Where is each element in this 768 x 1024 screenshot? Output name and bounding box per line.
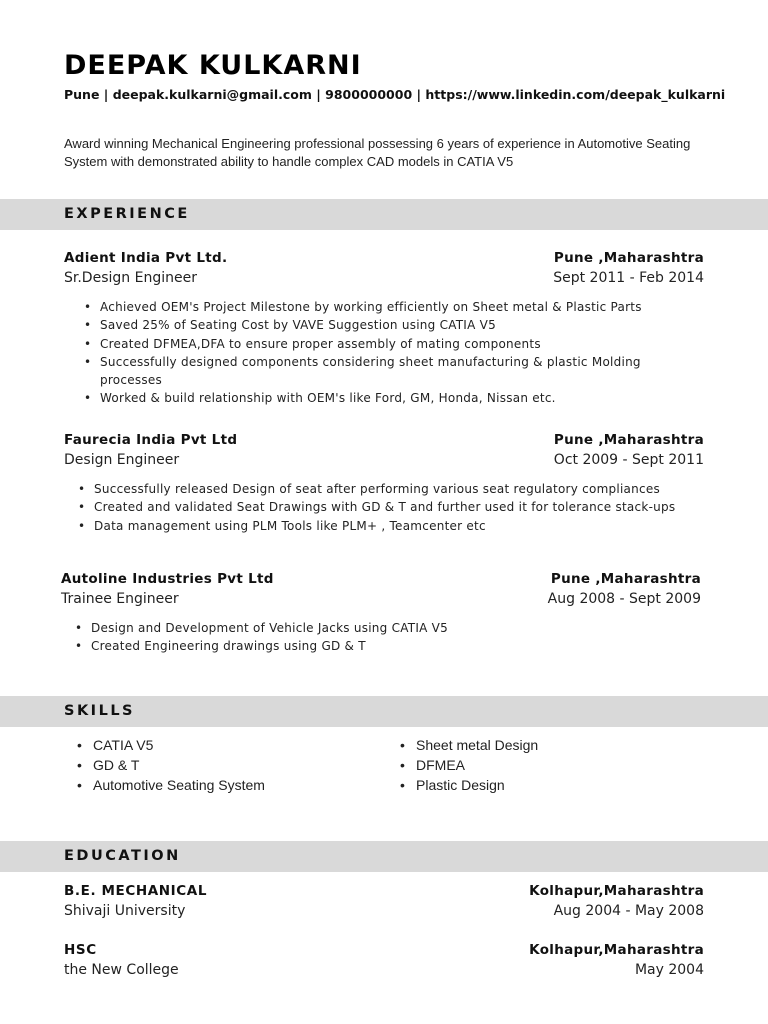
degree-title: B.E. MECHANICAL — [64, 883, 208, 899]
job-dates: Aug 2008 - Sept 2009 — [547, 591, 701, 607]
job-role: Design Engineer — [64, 452, 180, 468]
experience-section-header — [0, 199, 768, 230]
job-entry — [61, 571, 701, 656]
professional-summary: Award winning Mechanical Engineering professional possessing 6 years of experience in Automotive Seating System with demonstrated ability to handle complex CAD models in CATIA V5 — [64, 136, 691, 169]
job-role: Sr.Design Engineer — [64, 270, 197, 286]
bullet-item: • Worked & build relationship with OEM's like Ford, GM, Honda, Nissan etc. — [84, 389, 684, 407]
bullet-item: • Data management using PLM Tools like PLM+ , Teamcenter etc — [78, 517, 704, 535]
education-location: Kolhapur,Maharashtra — [529, 942, 704, 958]
degree-title: HSC — [64, 942, 97, 958]
bullet-item: • Saved 25% of Seating Cost by VAVE Suggestion using CATIA V5 — [84, 316, 684, 334]
skill-item: • CATIA V5 — [77, 735, 265, 755]
job-bullets — [84, 298, 684, 408]
skill-item: • DFMEA — [400, 755, 538, 775]
school-name: Shivaji University — [64, 903, 186, 919]
job-entry — [64, 250, 704, 408]
job-entry — [64, 432, 704, 535]
skill-item: • Plastic Design — [400, 775, 538, 795]
contact-line: Pune | deepak.kulkarni@gmail.com | 9800000000 | https://www.linkedin.com/deepak_kulkarni — [64, 87, 726, 102]
job-location: Pune ,Maharashtra — [553, 250, 704, 266]
skill-item: • Automotive Seating System — [77, 775, 265, 795]
skills-heading: SKILLS — [64, 703, 135, 719]
school-name: the New College — [64, 962, 179, 978]
bullet-item: • Successfully released Design of seat after performing various seat regulatory compliances — [78, 480, 704, 498]
bullet-item: • Created Engineering drawings using GD & T — [75, 637, 675, 655]
education-location: Kolhapur,Maharashtra — [529, 883, 704, 899]
education-heading: EDUCATION — [64, 848, 181, 864]
education-section-header — [0, 841, 768, 872]
job-role: Trainee Engineer — [61, 591, 179, 607]
bullet-item: • Design and Development of Vehicle Jacks using CATIA V5 — [75, 619, 675, 637]
education-dates: May 2004 — [634, 962, 704, 978]
bullet-item: • Created and validated Seat Drawings with GD & T and further used it for tolerance stack-ups — [78, 498, 704, 516]
bullet-item: • Created DFMEA,DFA to ensure proper assembly of mating components — [84, 335, 684, 353]
skills-list-left — [77, 735, 265, 795]
company-name: Faurecia India Pvt Ltd — [64, 432, 238, 448]
job-bullets — [75, 619, 675, 656]
skills-list-right — [400, 735, 538, 795]
company-name: Adient India Pvt Ltd. — [64, 250, 228, 266]
job-location: Pune ,Maharashtra — [550, 571, 701, 587]
job-location: Pune ,Maharashtra — [553, 432, 704, 448]
bullet-item: • Achieved OEM's Project Milestone by working efficiently on Sheet metal & Plastic Parts — [84, 298, 684, 316]
candidate-name: DEEPAK KULKARNI — [64, 50, 362, 81]
skill-item: • GD & T — [77, 755, 265, 775]
education-entry — [64, 942, 704, 982]
education-dates: Aug 2004 - May 2008 — [553, 903, 704, 919]
experience-heading: EXPERIENCE — [64, 206, 190, 222]
company-name: Autoline Industries Pvt Ltd — [61, 571, 274, 587]
skill-item: • Sheet metal Design — [400, 735, 538, 755]
job-bullets — [78, 480, 704, 535]
education-entry — [64, 883, 704, 923]
job-dates: Oct 2009 - Sept 2011 — [553, 452, 704, 468]
skills-section-header — [0, 696, 768, 727]
bullet-item: • Successfully designed components considering sheet manufacturing & plastic Molding processes — [84, 353, 684, 390]
job-dates: Sept 2011 - Feb 2014 — [553, 270, 704, 286]
